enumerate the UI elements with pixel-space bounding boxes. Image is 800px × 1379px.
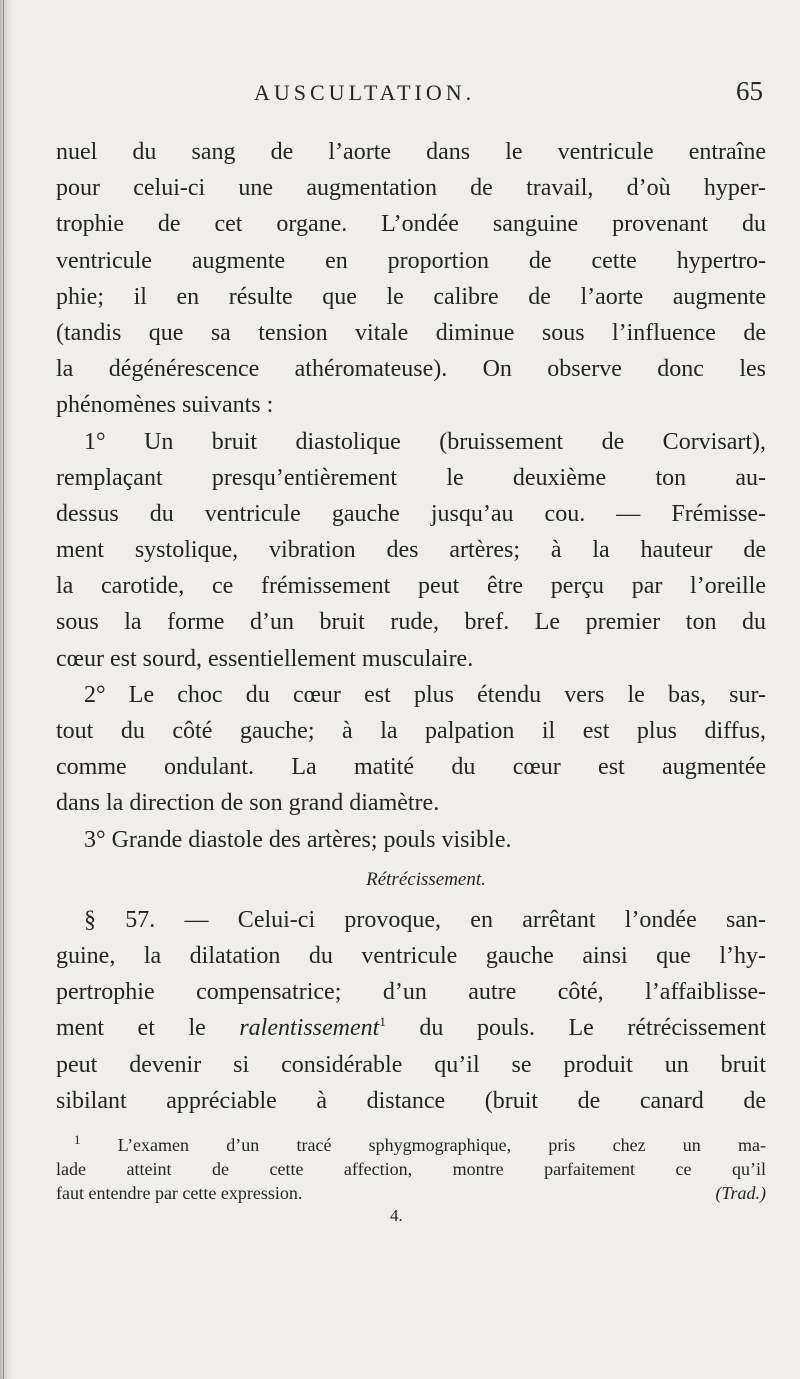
- text-line: phénomènes suivants :: [56, 392, 274, 419]
- text-line: 2° Le choc du cœur est plus étendu vers le bas, sur-: [84, 681, 766, 708]
- footnote-text: faut entendre par cette expression.: [56, 1183, 303, 1203]
- body-text: [56, 134, 766, 1119]
- footnote-block: [56, 1133, 766, 1205]
- text-line: dans la direction de son grand diamètre.: [56, 790, 440, 817]
- text-line: pertrophie compensatrice; d’un autre côté, l’affaiblisse-: [56, 979, 766, 1006]
- text-line: la dégénérescence athéromateuse). On observe donc les: [56, 356, 766, 383]
- text-line: ment systolique, vibration des artères; à la hauteur de: [56, 537, 766, 564]
- text-segment: du pouls. Le rétrécissement: [385, 1015, 766, 1042]
- text-line: la carotide, ce frémissement peut être perçu par l’oreille: [56, 573, 766, 600]
- text-segment: ment et le: [56, 1015, 240, 1042]
- footnote-line: [56, 1181, 766, 1205]
- text-line: (tandis que sa tension vitale diminue sous l’influence de: [56, 319, 766, 346]
- footnote-reference: 1: [379, 1014, 386, 1030]
- text-line-with-emphasis: [56, 1010, 766, 1046]
- translator-note: (Trad.): [715, 1183, 766, 1203]
- text-line: ventricule augmente en proportion de cette hypertro-: [56, 247, 766, 274]
- text-line: nuel du sang de l’aorte dans le ventricule entraîne: [56, 139, 766, 165]
- text-line: sibilant appréciable à distance (bruit de canard de: [56, 1087, 766, 1114]
- page-number: 65: [736, 76, 763, 106]
- text-line: peut devenir si considérable qu’il se produit un bruit: [56, 1051, 766, 1078]
- text-line: remplaçant presqu’entièrement le deuxième ton au-: [56, 464, 766, 491]
- text-line: § 57. — Celui-ci provoque, en arrêtant l’ondée san-: [84, 906, 766, 933]
- text-line: trophie de cet organe. L’ondée sanguine provenant du: [56, 211, 766, 238]
- footnote-line: lade atteint de cette affection, montre parfaitement ce qu’il: [56, 1159, 766, 1179]
- text-line: cœur est sourd, essentiellement musculaire.: [56, 645, 474, 672]
- running-title: AUSCULTATION.: [254, 80, 476, 105]
- text-line: guine, la dilatation du ventricule gauche ainsi que l’hy-: [56, 942, 766, 969]
- binding-line: [3, 0, 4, 1379]
- text-line: dessus du ventricule gauche jusqu’au cou. — Frémisse-: [56, 500, 766, 527]
- text-line: tout du côté gauche; à la palpation il est plus diffus,: [56, 718, 766, 744]
- running-head: [0, 74, 800, 114]
- text-line: 1° Un bruit diastolique (bruissement de Corvisart),: [84, 428, 766, 455]
- text-line: pour celui-ci une augmentation de travail, d’où hyper-: [56, 175, 766, 202]
- footnote-line: [56, 1133, 766, 1157]
- footnote-mark: 1: [74, 1132, 81, 1147]
- footnote-text: L’examen d’un tracé sphygmographique, pris chez un ma-: [80, 1135, 766, 1155]
- signature-mark: 4.: [390, 1206, 403, 1225]
- emphasis-word: ralentissement: [239, 1015, 380, 1042]
- text-line: phie; il en résulte que le calibre de l’aorte augmente: [56, 283, 766, 310]
- section-subtitle: Rétrécissement.: [366, 868, 486, 890]
- text-line: sous la forme d’un bruit rude, bref. Le premier ton du: [56, 609, 766, 636]
- text-line: 3° Grande diastole des artères; pouls visible.: [84, 826, 512, 853]
- text-line: comme ondulant. La matité du cœur est augmentée: [56, 754, 766, 781]
